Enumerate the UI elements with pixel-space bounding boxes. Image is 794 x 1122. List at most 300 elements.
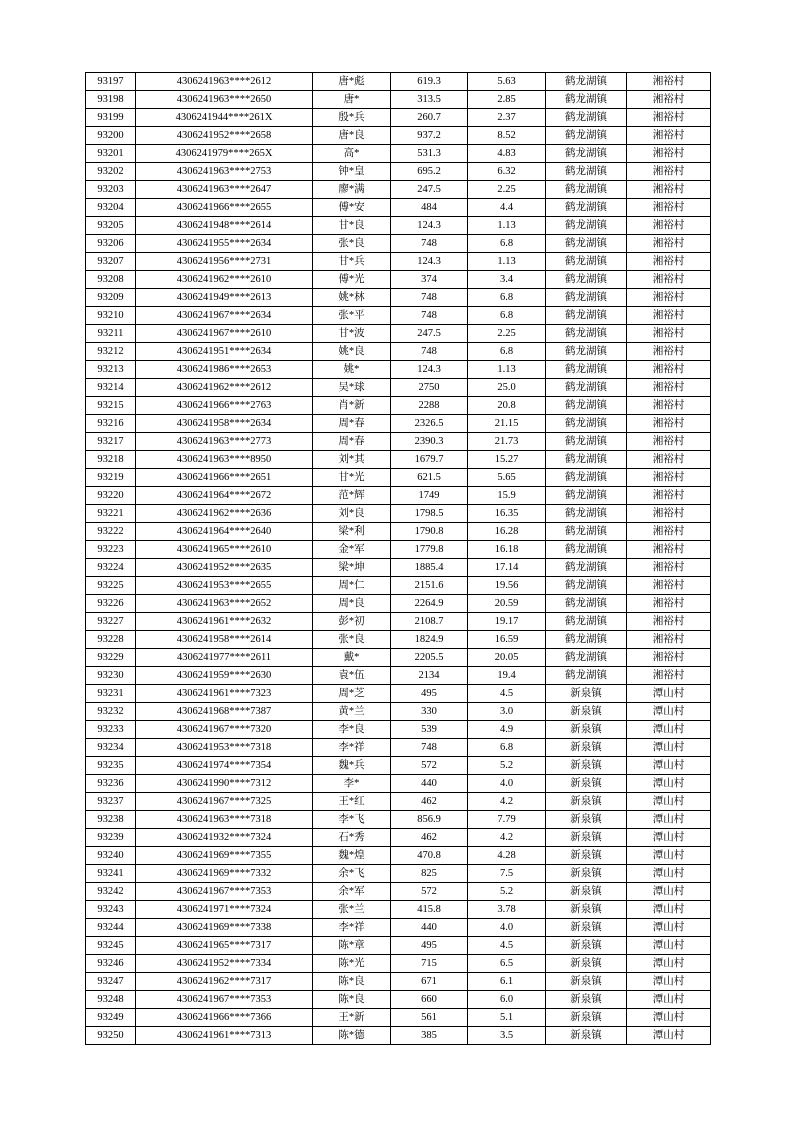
cell-name: 范*辉: [313, 487, 391, 505]
cell-name: 傅*安: [313, 199, 391, 217]
cell-id_number: 4306241963****2612: [136, 73, 313, 91]
cell-name: 李*: [313, 775, 391, 793]
cell-village: 湘裕村: [627, 235, 711, 253]
cell-amount: 484: [391, 199, 468, 217]
cell-seq: 93201: [86, 145, 136, 163]
cell-village: 潭山村: [627, 883, 711, 901]
cell-village: 潭山村: [627, 919, 711, 937]
cell-seq: 93231: [86, 685, 136, 703]
cell-town: 鹤龙湖镇: [546, 145, 627, 163]
cell-rate: 8.52: [468, 127, 546, 145]
cell-town: 鹤龙湖镇: [546, 307, 627, 325]
table-row: [86, 343, 711, 361]
cell-name: 傅*光: [313, 271, 391, 289]
cell-rate: 6.8: [468, 235, 546, 253]
cell-village: 湘裕村: [627, 217, 711, 235]
table-row: [86, 775, 711, 793]
cell-amount: 124.3: [391, 217, 468, 235]
cell-amount: 1749: [391, 487, 468, 505]
cell-id_number: 4306241967****2610: [136, 325, 313, 343]
cell-seq: 93247: [86, 973, 136, 991]
cell-name: 周*春: [313, 415, 391, 433]
table-row: [86, 469, 711, 487]
cell-id_number: 4306241979****265X: [136, 145, 313, 163]
cell-seq: 93212: [86, 343, 136, 361]
table-row: [86, 253, 711, 271]
cell-village: 湘裕村: [627, 649, 711, 667]
table-row: [86, 685, 711, 703]
table-row: [86, 397, 711, 415]
cell-seq: 93226: [86, 595, 136, 613]
cell-amount: 330: [391, 703, 468, 721]
cell-amount: 619.3: [391, 73, 468, 91]
cell-seq: 93221: [86, 505, 136, 523]
table-row: [86, 289, 711, 307]
cell-id_number: 4306241977****2611: [136, 649, 313, 667]
cell-rate: 4.83: [468, 145, 546, 163]
cell-village: 湘裕村: [627, 271, 711, 289]
cell-village: 湘裕村: [627, 73, 711, 91]
cell-village: 湘裕村: [627, 505, 711, 523]
table-row: [86, 613, 711, 631]
cell-village: 湘裕村: [627, 487, 711, 505]
cell-rate: 3.5: [468, 1027, 546, 1045]
cell-amount: 572: [391, 883, 468, 901]
cell-rate: 4.5: [468, 937, 546, 955]
cell-village: 潭山村: [627, 811, 711, 829]
table-row: [86, 919, 711, 937]
cell-town: 新泉镇: [546, 721, 627, 739]
cell-town: 新泉镇: [546, 901, 627, 919]
cell-name: 王*红: [313, 793, 391, 811]
cell-name: 李*良: [313, 721, 391, 739]
cell-town: 鹤龙湖镇: [546, 109, 627, 127]
cell-village: 湘裕村: [627, 109, 711, 127]
cell-name: 陈*德: [313, 1027, 391, 1045]
cell-amount: 572: [391, 757, 468, 775]
cell-village: 潭山村: [627, 739, 711, 757]
cell-amount: 462: [391, 793, 468, 811]
cell-rate: 4.0: [468, 775, 546, 793]
cell-village: 湘裕村: [627, 451, 711, 469]
cell-amount: 124.3: [391, 253, 468, 271]
cell-name: 张*平: [313, 307, 391, 325]
cell-amount: 1679.7: [391, 451, 468, 469]
cell-rate: 6.5: [468, 955, 546, 973]
cell-amount: 660: [391, 991, 468, 1009]
table-row: [86, 739, 711, 757]
cell-amount: 748: [391, 343, 468, 361]
cell-id_number: 4306241962****2610: [136, 271, 313, 289]
cell-rate: 6.8: [468, 307, 546, 325]
cell-village: 湘裕村: [627, 307, 711, 325]
cell-rate: 19.17: [468, 613, 546, 631]
cell-name: 金*军: [313, 541, 391, 559]
cell-name: 梁*利: [313, 523, 391, 541]
cell-town: 鹤龙湖镇: [546, 361, 627, 379]
cell-seq: 93239: [86, 829, 136, 847]
cell-village: 潭山村: [627, 703, 711, 721]
cell-rate: 1.13: [468, 361, 546, 379]
cell-town: 鹤龙湖镇: [546, 667, 627, 685]
cell-name: 姚*林: [313, 289, 391, 307]
cell-town: 鹤龙湖镇: [546, 469, 627, 487]
cell-village: 湘裕村: [627, 415, 711, 433]
cell-name: 刘*其: [313, 451, 391, 469]
cell-rate: 4.9: [468, 721, 546, 739]
cell-rate: 19.56: [468, 577, 546, 595]
cell-name: 李*祥: [313, 739, 391, 757]
cell-village: 湘裕村: [627, 289, 711, 307]
cell-name: 陈*良: [313, 991, 391, 1009]
cell-name: 刘*良: [313, 505, 391, 523]
cell-rate: 2.25: [468, 181, 546, 199]
table-row: [86, 793, 711, 811]
cell-rate: 16.59: [468, 631, 546, 649]
cell-rate: 25.0: [468, 379, 546, 397]
cell-name: 殷*兵: [313, 109, 391, 127]
table-row: [86, 325, 711, 343]
cell-name: 袁*伍: [313, 667, 391, 685]
cell-village: 潭山村: [627, 847, 711, 865]
cell-id_number: 4306241958****2634: [136, 415, 313, 433]
table-row: [86, 541, 711, 559]
cell-name: 石*秀: [313, 829, 391, 847]
cell-village: 湘裕村: [627, 145, 711, 163]
cell-town: 新泉镇: [546, 793, 627, 811]
cell-id_number: 4306241967****2634: [136, 307, 313, 325]
cell-rate: 5.65: [468, 469, 546, 487]
cell-id_number: 4306241932****7324: [136, 829, 313, 847]
cell-amount: 561: [391, 1009, 468, 1027]
table-row: [86, 595, 711, 613]
cell-seq: 93222: [86, 523, 136, 541]
table-row: [86, 451, 711, 469]
cell-rate: 4.0: [468, 919, 546, 937]
cell-seq: 93217: [86, 433, 136, 451]
cell-village: 湘裕村: [627, 559, 711, 577]
table-row: [86, 883, 711, 901]
cell-town: 鹤龙湖镇: [546, 379, 627, 397]
cell-amount: 124.3: [391, 361, 468, 379]
table-row: [86, 523, 711, 541]
cell-amount: 937.2: [391, 127, 468, 145]
cell-rate: 2.85: [468, 91, 546, 109]
cell-id_number: 4306241969****7332: [136, 865, 313, 883]
cell-rate: 17.14: [468, 559, 546, 577]
table-row: [86, 505, 711, 523]
table-row: [86, 829, 711, 847]
table-row: [86, 217, 711, 235]
cell-village: 潭山村: [627, 991, 711, 1009]
cell-rate: 6.8: [468, 739, 546, 757]
cell-town: 鹤龙湖镇: [546, 397, 627, 415]
cell-amount: 2134: [391, 667, 468, 685]
cell-town: 鹤龙湖镇: [546, 325, 627, 343]
cell-id_number: 4306241963****2753: [136, 163, 313, 181]
cell-seq: 93227: [86, 613, 136, 631]
cell-village: 湘裕村: [627, 91, 711, 109]
cell-town: 新泉镇: [546, 703, 627, 721]
cell-name: 余*军: [313, 883, 391, 901]
cell-town: 鹤龙湖镇: [546, 433, 627, 451]
cell-rate: 4.5: [468, 685, 546, 703]
cell-town: 新泉镇: [546, 757, 627, 775]
cell-name: 王*新: [313, 1009, 391, 1027]
cell-seq: 93199: [86, 109, 136, 127]
cell-seq: 93225: [86, 577, 136, 595]
cell-amount: 825: [391, 865, 468, 883]
cell-id_number: 4306241967****7353: [136, 991, 313, 1009]
cell-amount: 2750: [391, 379, 468, 397]
cell-name: 余*飞: [313, 865, 391, 883]
cell-name: 肖*新: [313, 397, 391, 415]
cell-amount: 1885.4: [391, 559, 468, 577]
cell-amount: 621.5: [391, 469, 468, 487]
cell-rate: 16.35: [468, 505, 546, 523]
cell-village: 湘裕村: [627, 379, 711, 397]
cell-id_number: 4306241963****2773: [136, 433, 313, 451]
cell-id_number: 4306241953****2655: [136, 577, 313, 595]
cell-town: 新泉镇: [546, 973, 627, 991]
cell-seq: 93232: [86, 703, 136, 721]
cell-seq: 93198: [86, 91, 136, 109]
cell-town: 新泉镇: [546, 847, 627, 865]
cell-town: 新泉镇: [546, 865, 627, 883]
cell-id_number: 4306241962****2612: [136, 379, 313, 397]
cell-town: 新泉镇: [546, 955, 627, 973]
cell-amount: 748: [391, 739, 468, 757]
cell-village: 湘裕村: [627, 199, 711, 217]
cell-village: 潭山村: [627, 937, 711, 955]
cell-amount: 313.5: [391, 91, 468, 109]
table-row: [86, 145, 711, 163]
cell-id_number: 4306241961****2632: [136, 613, 313, 631]
cell-id_number: 4306241986****2653: [136, 361, 313, 379]
cell-id_number: 4306241966****2651: [136, 469, 313, 487]
cell-amount: 671: [391, 973, 468, 991]
cell-id_number: 4306241963****2647: [136, 181, 313, 199]
cell-seq: 93240: [86, 847, 136, 865]
cell-amount: 440: [391, 919, 468, 937]
cell-name: 唐*: [313, 91, 391, 109]
cell-village: 潭山村: [627, 865, 711, 883]
cell-id_number: 4306241967****7320: [136, 721, 313, 739]
cell-town: 鹤龙湖镇: [546, 577, 627, 595]
cell-amount: 385: [391, 1027, 468, 1045]
cell-id_number: 4306241990****7312: [136, 775, 313, 793]
cell-amount: 495: [391, 685, 468, 703]
cell-seq: 93234: [86, 739, 136, 757]
cell-village: 湘裕村: [627, 127, 711, 145]
cell-village: 湘裕村: [627, 361, 711, 379]
cell-town: 鹤龙湖镇: [546, 73, 627, 91]
cell-seq: 93206: [86, 235, 136, 253]
cell-village: 潭山村: [627, 955, 711, 973]
cell-seq: 93205: [86, 217, 136, 235]
cell-town: 新泉镇: [546, 775, 627, 793]
cell-id_number: 4306241948****2614: [136, 217, 313, 235]
cell-seq: 93202: [86, 163, 136, 181]
table-row: [86, 307, 711, 325]
table-row: [86, 649, 711, 667]
cell-amount: 531.3: [391, 145, 468, 163]
cell-amount: 374: [391, 271, 468, 289]
cell-village: 潭山村: [627, 685, 711, 703]
cell-town: 鹤龙湖镇: [546, 127, 627, 145]
cell-town: 新泉镇: [546, 919, 627, 937]
cell-amount: 470.8: [391, 847, 468, 865]
cell-id_number: 4306241966****7366: [136, 1009, 313, 1027]
cell-name: 周*芝: [313, 685, 391, 703]
cell-id_number: 4306241951****2634: [136, 343, 313, 361]
cell-rate: 20.05: [468, 649, 546, 667]
table-row: [86, 415, 711, 433]
cell-amount: 748: [391, 289, 468, 307]
table-row: [86, 901, 711, 919]
cell-rate: 5.2: [468, 883, 546, 901]
cell-amount: 748: [391, 235, 468, 253]
cell-rate: 4.28: [468, 847, 546, 865]
cell-rate: 4.2: [468, 793, 546, 811]
cell-name: 李*祥: [313, 919, 391, 937]
cell-id_number: 4306241974****7354: [136, 757, 313, 775]
cell-town: 鹤龙湖镇: [546, 559, 627, 577]
cell-name: 姚*良: [313, 343, 391, 361]
cell-id_number: 4306241963****2652: [136, 595, 313, 613]
cell-id_number: 4306241952****2635: [136, 559, 313, 577]
cell-village: 湘裕村: [627, 181, 711, 199]
cell-seq: 93209: [86, 289, 136, 307]
cell-id_number: 4306241953****7318: [136, 739, 313, 757]
cell-seq: 93248: [86, 991, 136, 1009]
cell-village: 潭山村: [627, 1027, 711, 1045]
cell-seq: 93216: [86, 415, 136, 433]
cell-name: 甘*波: [313, 325, 391, 343]
cell-amount: 1790.8: [391, 523, 468, 541]
cell-town: 鹤龙湖镇: [546, 289, 627, 307]
cell-name: 甘*光: [313, 469, 391, 487]
table-row: [86, 1027, 711, 1045]
cell-name: 周*良: [313, 595, 391, 613]
table-body: [86, 73, 711, 1045]
cell-town: 鹤龙湖镇: [546, 649, 627, 667]
cell-town: 鹤龙湖镇: [546, 523, 627, 541]
cell-town: 鹤龙湖镇: [546, 91, 627, 109]
cell-village: 湘裕村: [627, 343, 711, 361]
table-row: [86, 703, 711, 721]
cell-seq: 93203: [86, 181, 136, 199]
cell-rate: 5.63: [468, 73, 546, 91]
cell-village: 湘裕村: [627, 595, 711, 613]
cell-id_number: 4306241961****7323: [136, 685, 313, 703]
cell-seq: 93211: [86, 325, 136, 343]
cell-id_number: 4306241958****2614: [136, 631, 313, 649]
cell-amount: 856.9: [391, 811, 468, 829]
cell-name: 吴*球: [313, 379, 391, 397]
cell-seq: 93229: [86, 649, 136, 667]
cell-rate: 3.0: [468, 703, 546, 721]
cell-town: 鹤龙湖镇: [546, 541, 627, 559]
table-row: [86, 109, 711, 127]
cell-seq: 93242: [86, 883, 136, 901]
cell-name: 彭*初: [313, 613, 391, 631]
cell-name: 钟*皇: [313, 163, 391, 181]
cell-id_number: 4306241962****2636: [136, 505, 313, 523]
cell-village: 湘裕村: [627, 523, 711, 541]
cell-town: 鹤龙湖镇: [546, 451, 627, 469]
cell-town: 新泉镇: [546, 1027, 627, 1045]
table-row: [86, 559, 711, 577]
cell-rate: 3.4: [468, 271, 546, 289]
cell-name: 周*仁: [313, 577, 391, 595]
cell-seq: 93197: [86, 73, 136, 91]
cell-id_number: 4306241965****2610: [136, 541, 313, 559]
table-row: [86, 721, 711, 739]
cell-name: 廖*满: [313, 181, 391, 199]
table-row: [86, 973, 711, 991]
cell-town: 新泉镇: [546, 739, 627, 757]
cell-seq: 93204: [86, 199, 136, 217]
cell-village: 潭山村: [627, 775, 711, 793]
cell-id_number: 4306241967****7353: [136, 883, 313, 901]
cell-village: 潭山村: [627, 1009, 711, 1027]
cell-village: 潭山村: [627, 973, 711, 991]
cell-town: 鹤龙湖镇: [546, 415, 627, 433]
cell-rate: 19.4: [468, 667, 546, 685]
cell-id_number: 4306241966****2763: [136, 397, 313, 415]
cell-rate: 21.15: [468, 415, 546, 433]
cell-rate: 6.1: [468, 973, 546, 991]
cell-amount: 2151.6: [391, 577, 468, 595]
cell-id_number: 4306241963****2650: [136, 91, 313, 109]
cell-village: 湘裕村: [627, 541, 711, 559]
cell-rate: 5.2: [468, 757, 546, 775]
cell-id_number: 4306241966****2655: [136, 199, 313, 217]
cell-rate: 2.25: [468, 325, 546, 343]
cell-id_number: 4306241962****7317: [136, 973, 313, 991]
cell-name: 甘*良: [313, 217, 391, 235]
cell-village: 潭山村: [627, 721, 711, 739]
cell-amount: 539: [391, 721, 468, 739]
cell-amount: 715: [391, 955, 468, 973]
cell-town: 鹤龙湖镇: [546, 181, 627, 199]
cell-amount: 440: [391, 775, 468, 793]
cell-name: 黄*兰: [313, 703, 391, 721]
cell-rate: 15.9: [468, 487, 546, 505]
cell-id_number: 4306241949****2613: [136, 289, 313, 307]
cell-amount: 1798.5: [391, 505, 468, 523]
cell-rate: 7.79: [468, 811, 546, 829]
cell-village: 湘裕村: [627, 613, 711, 631]
cell-id_number: 4306241969****7338: [136, 919, 313, 937]
cell-name: 张*良: [313, 235, 391, 253]
cell-town: 鹤龙湖镇: [546, 235, 627, 253]
cell-seq: 93237: [86, 793, 136, 811]
table-row: [86, 181, 711, 199]
cell-amount: 2288: [391, 397, 468, 415]
cell-village: 湘裕村: [627, 469, 711, 487]
table-row: [86, 433, 711, 451]
cell-id_number: 4306241971****7324: [136, 901, 313, 919]
cell-village: 潭山村: [627, 757, 711, 775]
cell-amount: 2264.9: [391, 595, 468, 613]
cell-id_number: 4306241963****8950: [136, 451, 313, 469]
cell-rate: 7.5: [468, 865, 546, 883]
cell-village: 湘裕村: [627, 433, 711, 451]
cell-rate: 20.8: [468, 397, 546, 415]
cell-seq: 93233: [86, 721, 136, 739]
